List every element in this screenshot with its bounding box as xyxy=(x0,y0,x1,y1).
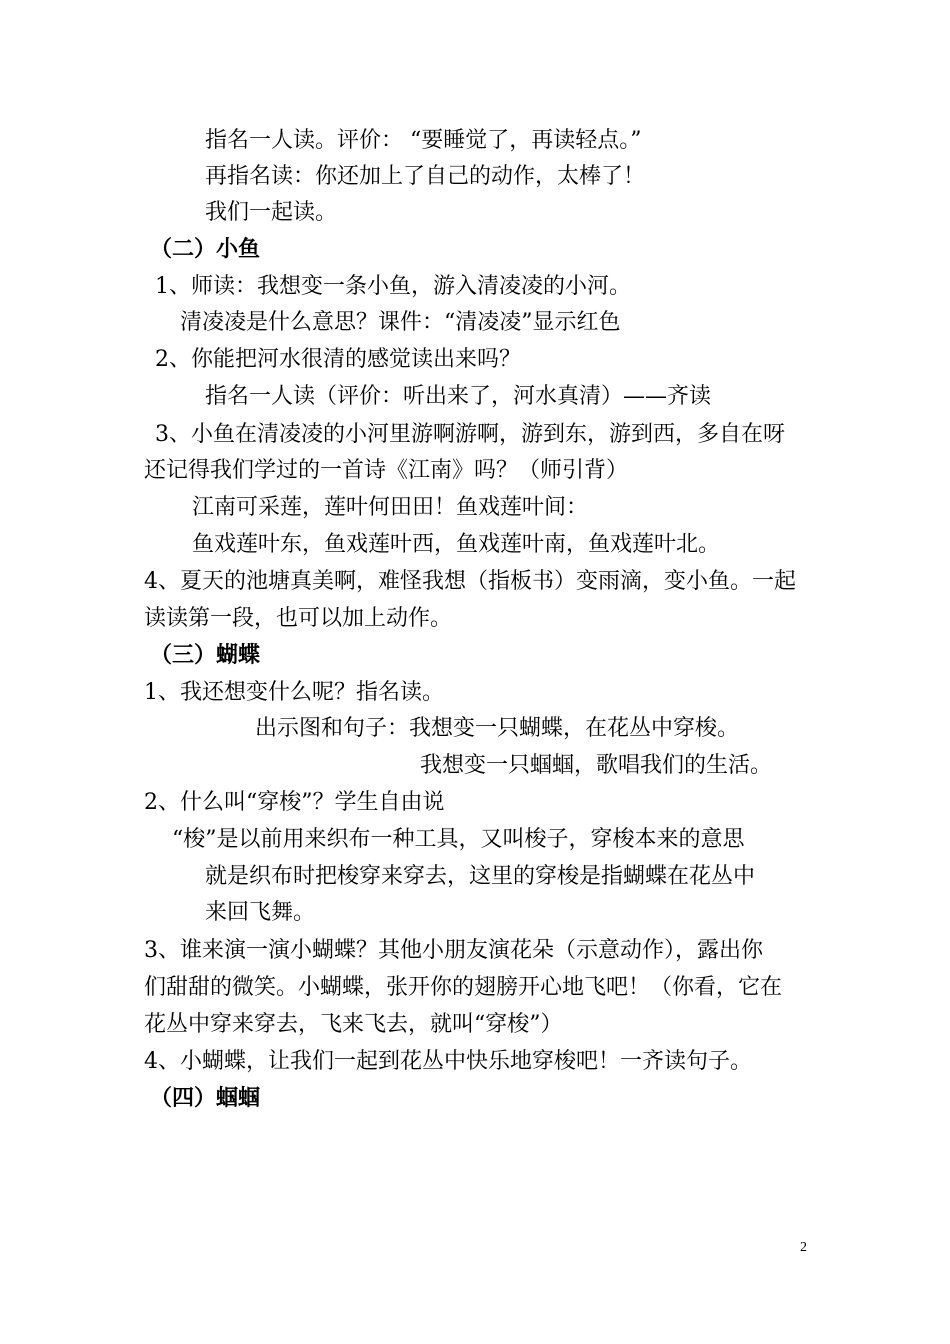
text-line: 就是织布时把梭穿来穿去，这里的穿梭是指蝴蝶在花丛中 xyxy=(205,864,756,889)
text-line: 我们一起读。 xyxy=(205,200,338,225)
text-line: 还记得我们学过的一首诗《江南》吗？（师引背） xyxy=(144,458,629,483)
text-line: 3、谁来演一演小蝴蝶？其他小朋友演花朵（示意动作），露出你 xyxy=(144,938,763,963)
text-line: 来回飞舞。 xyxy=(205,900,316,925)
text-line: 再指名读：你还加上了自己的动作，太棒了！ xyxy=(205,164,646,189)
text-line: 指名一人读（评价：听出来了，河水真清）——齐读 xyxy=(205,384,712,409)
text-line: 读读第一段，也可以加上动作。 xyxy=(144,606,453,631)
section-heading: （三）蝴蝶 xyxy=(150,643,261,668)
text-line: 花丛中穿来穿去，飞来飞去，就叫“穿梭”） xyxy=(144,1012,563,1037)
text-line: 1、我还想变什么呢？指名读。 xyxy=(144,680,444,705)
text-line: 2、什么叫“穿梭”？学生自由说 xyxy=(144,790,445,815)
text-line: 出示图和句子：我想变一只蝴蝶，在花丛中穿梭。 xyxy=(255,716,740,741)
text-line: 清凌凌是什么意思？课件：“清凌凌”显示红色 xyxy=(180,310,621,335)
text-line: 鱼戏莲叶东，鱼戏莲叶西，鱼戏莲叶南，鱼戏莲叶北。 xyxy=(192,532,721,557)
text-line: “梭”是以前用来织布一种工具，又叫梭子，穿梭本来的意思 xyxy=(172,827,745,852)
text-line: 4、小蝴蝶，让我们一起到花丛中快乐地穿梭吧！一齐读句子。 xyxy=(144,1049,752,1074)
text-line: 指名一人读。评价： “要睡觉了，再读轻点。” xyxy=(205,128,642,153)
section-heading: （二）小鱼 xyxy=(150,237,261,262)
text-line: 们甜甜的微笑。小蝴蝶，张开你的翅膀开心地飞吧！（你看，它在 xyxy=(144,975,783,1000)
text-line: 江南可采莲，莲叶何田田！鱼戏莲叶间： xyxy=(192,495,589,520)
page-number: 2 xyxy=(800,1240,807,1255)
text-line: 我想变一只蝈蝈，歌唱我们的生活。 xyxy=(420,753,773,778)
text-line: 3、小鱼在清凌凌的小河里游啊游啊，游到东，游到西，多自在呀 xyxy=(155,422,785,447)
text-line: 1、师读：我想变一条小鱼，游入清凌凌的小河。 xyxy=(155,274,631,299)
text-line: 4、夏天的池塘真美啊，难怪我想（指板书）变雨滴，变小鱼。一起 xyxy=(144,569,796,594)
section-heading: （四）蝈蝈 xyxy=(150,1086,261,1111)
text-line: 2、你能把河水很清的感觉读出来吗？ xyxy=(155,347,521,372)
